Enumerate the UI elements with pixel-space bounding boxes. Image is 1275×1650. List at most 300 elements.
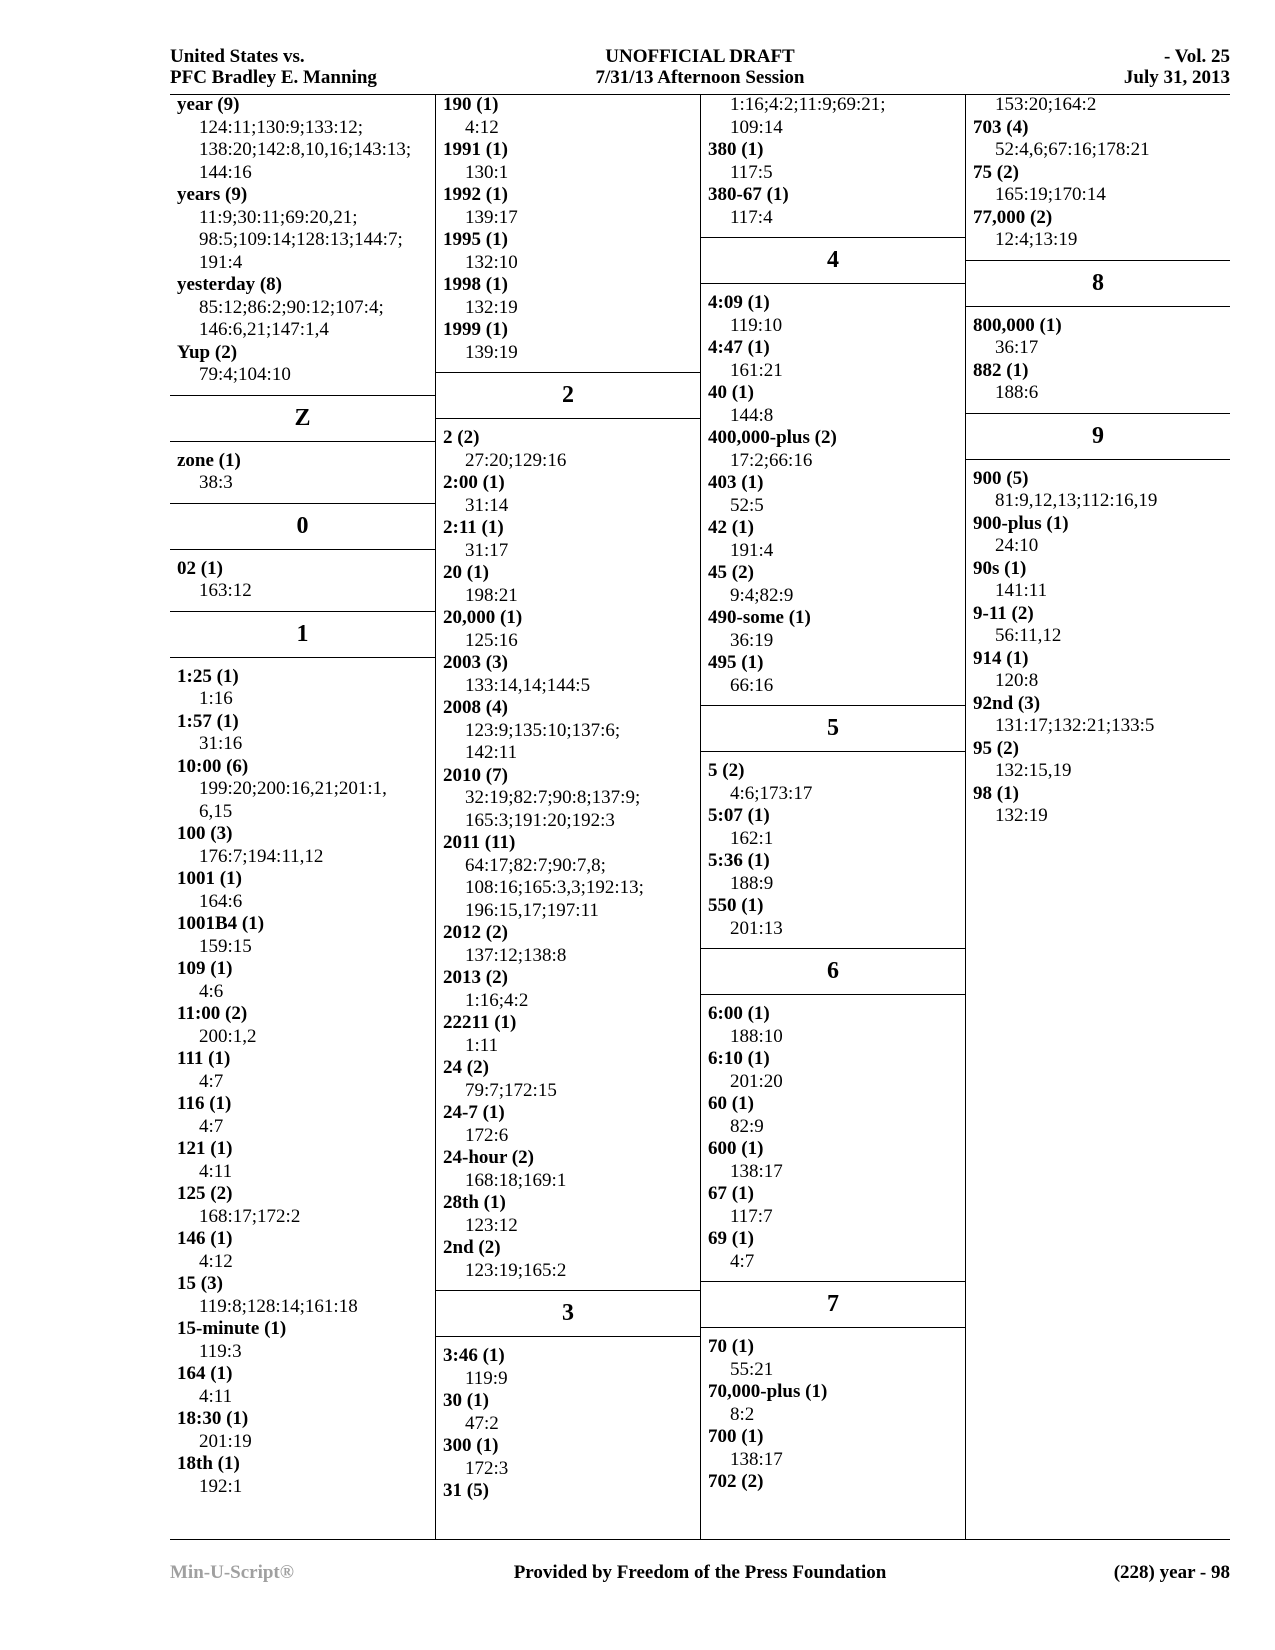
- index-term: 5 (2): [708, 760, 745, 781]
- index-entry: [443, 274, 700, 319]
- index-term: 95 (2): [973, 737, 1019, 759]
- index-entry: [443, 967, 700, 1012]
- index-entry: [443, 1147, 700, 1192]
- index-term: 800,000 (1): [973, 314, 1062, 336]
- index-entry: [443, 652, 700, 697]
- page-line-refs: 79:4;104:10: [199, 364, 291, 385]
- page-line-refs: 1:16;4:2;11:9;69:21;: [730, 94, 886, 115]
- section-heading: 6: [701, 948, 965, 995]
- page-line-refs: 79:7;172:15: [465, 1079, 557, 1101]
- page-line-refs: 196:15,17;197:11: [465, 899, 599, 921]
- index-term: 380-67 (1): [708, 184, 789, 205]
- page-line-refs: 4:7: [199, 1070, 224, 1092]
- index-term: 24-7 (1): [443, 1102, 505, 1123]
- index-term: 70 (1): [708, 1336, 754, 1357]
- index-entry: [443, 1345, 700, 1390]
- index-term: 125 (2): [177, 1183, 233, 1204]
- index-term: 1001 (1): [177, 868, 242, 889]
- index-entry: [708, 94, 965, 139]
- entry-list: [701, 1336, 965, 1494]
- index-term: 30 (1): [443, 1390, 489, 1411]
- index-term: 2:00 (1): [443, 472, 505, 493]
- page-line-refs: 1:11: [465, 1034, 499, 1056]
- page-line-refs: 159:15: [199, 935, 252, 957]
- index-entry: [973, 360, 1230, 405]
- page-line-refs: 137:12;138:8: [465, 944, 567, 966]
- index-term: 6:00 (1): [708, 1003, 770, 1024]
- index-entry: [708, 472, 965, 517]
- index-term: years (9): [177, 184, 248, 205]
- index-entry: [443, 922, 700, 967]
- index-term: 9-11 (2): [973, 602, 1034, 624]
- page-line-refs: 81:9,12,13;112:16,19: [995, 490, 1158, 511]
- index-term: 2003 (3): [443, 652, 508, 673]
- page-line-refs: 17:2;66:16: [730, 449, 813, 471]
- index-entry: [177, 1003, 435, 1048]
- index-term: 15 (3): [177, 1273, 223, 1294]
- volume-label: - Vol. 25: [1164, 46, 1230, 67]
- index-entry: [708, 1003, 965, 1048]
- page-line-refs: 119:3: [199, 1340, 242, 1362]
- page-line-refs: 36:17: [995, 337, 1039, 358]
- index-entry: [708, 1093, 965, 1138]
- page-line-refs: 119:10: [730, 314, 783, 336]
- entry-list: [701, 94, 965, 229]
- entry-list: [170, 94, 435, 387]
- index-term: 914 (1): [973, 647, 1029, 669]
- index-term: 22211 (1): [443, 1012, 517, 1033]
- page-line-refs: 165:19;170:14: [995, 184, 1106, 205]
- index-term: 1995 (1): [443, 229, 508, 250]
- index-entry: [708, 1471, 965, 1494]
- index-term: 2012 (2): [443, 922, 508, 943]
- page-line-refs: 52:5: [730, 494, 764, 516]
- provider-label: Provided by Freedom of the Press Foundation: [513, 1562, 887, 1583]
- page-line-refs: 117:5: [730, 161, 773, 183]
- date-label: July 31, 2013: [1123, 67, 1230, 88]
- index-term: 18th (1): [177, 1453, 240, 1474]
- index-entry: [443, 562, 700, 607]
- index-entry: [708, 1048, 965, 1093]
- index-section: [436, 1290, 700, 1503]
- section-heading: 1: [170, 611, 435, 658]
- index-term: 600 (1): [708, 1138, 764, 1159]
- index-term: 100 (3): [177, 823, 233, 844]
- index-entry: [177, 1183, 435, 1228]
- page-line-refs: 153:20;164:2: [995, 94, 1097, 115]
- index-term: 45 (2): [708, 562, 754, 583]
- index-term: 2010 (7): [443, 764, 508, 786]
- page-line-refs: 120:8: [995, 670, 1039, 691]
- index-term: yesterday (8): [177, 274, 282, 295]
- index-section: [436, 372, 700, 1282]
- index-term: 1:25 (1): [177, 665, 239, 687]
- page-line-refs: 12:4;13:19: [995, 229, 1078, 250]
- page-line-refs: 4:12: [465, 116, 499, 138]
- page-line-refs: 47:2: [465, 1412, 499, 1434]
- page-line-refs: 131:17;132:21;133:5: [995, 715, 1155, 736]
- index-term: 42 (1): [708, 517, 754, 538]
- index-term: 1991 (1): [443, 139, 508, 160]
- index-column-1: [170, 94, 435, 1539]
- index-entry: [177, 958, 435, 1003]
- entry-list: [436, 94, 700, 364]
- page-line-refs: 123:9;135:10;137:6;: [465, 719, 621, 741]
- page-range-label: (228) year - 98: [1113, 1562, 1230, 1583]
- index-term: 700 (1): [708, 1426, 764, 1447]
- defendant-name: PFC Bradley E. Manning: [170, 67, 377, 88]
- index-term: 98 (1): [973, 782, 1019, 804]
- index-entry: [708, 805, 965, 850]
- index-term: 4:47 (1): [708, 337, 770, 358]
- index-entry: [177, 1408, 435, 1453]
- page-line-refs: 1:16;4:2: [465, 989, 529, 1011]
- index-term: 40 (1): [708, 382, 754, 403]
- page-line-refs: 132:15,19: [995, 760, 1072, 781]
- page-line-refs: 4:7: [199, 1115, 224, 1137]
- page-line-refs: 109:14: [730, 116, 783, 138]
- page-line-refs: 188:6: [995, 382, 1039, 403]
- index-term: 20 (1): [443, 562, 489, 583]
- index-entry: [973, 738, 1230, 783]
- section-heading: 0: [170, 503, 435, 550]
- index-entry: [443, 1480, 700, 1503]
- section-heading: 3: [436, 1290, 700, 1337]
- page-line-refs: 4:6: [199, 980, 224, 1002]
- index-entry: [973, 603, 1230, 648]
- page-line-refs: 36:19: [730, 629, 774, 651]
- entry-list: [701, 292, 965, 697]
- index-entry: [708, 562, 965, 607]
- page-line-refs: 4:11: [199, 1385, 233, 1407]
- page-line-refs: 200:1,2: [199, 1025, 257, 1047]
- index-entry: [708, 382, 965, 427]
- page-line-refs: 201:19: [199, 1430, 252, 1452]
- index-term: 10:00 (6): [177, 755, 249, 777]
- page-line-refs: 38:3: [199, 472, 233, 493]
- index-term: 121 (1): [177, 1138, 233, 1159]
- page-line-refs: 24:10: [995, 535, 1039, 556]
- index-entry: [708, 1183, 965, 1228]
- index-entry: [177, 1093, 435, 1138]
- page-line-refs: 4:11: [199, 1160, 233, 1182]
- case-parties: United States vs.: [170, 46, 305, 67]
- index-term: 146 (1): [177, 1228, 233, 1249]
- index-column-2: [435, 94, 700, 1539]
- index-continuation: [170, 94, 435, 387]
- index-entry: [443, 832, 700, 922]
- index-term: 403 (1): [708, 472, 764, 493]
- index-term: 1:57 (1): [177, 710, 239, 732]
- page-line-refs: 138:20;142:8,10,16;143:13;: [199, 139, 412, 160]
- page-line-refs: 138:17: [730, 1448, 783, 1470]
- index-entry: [177, 1048, 435, 1093]
- page-line-refs: 198:21: [465, 584, 518, 606]
- index-columns: [170, 94, 1230, 1539]
- entry-list: [436, 1345, 700, 1503]
- index-term: 6:10 (1): [708, 1048, 770, 1069]
- index-section: [701, 237, 965, 697]
- page-line-refs: 11:9;30:11;69:20,21;: [199, 206, 358, 228]
- index-entry: [177, 913, 435, 958]
- page-line-refs: 191:4: [199, 251, 243, 273]
- index-entry: [443, 229, 700, 274]
- index-term: 882 (1): [973, 359, 1029, 381]
- index-entry: [708, 517, 965, 562]
- page-line-refs: 188:10: [730, 1025, 783, 1047]
- page-header: [170, 46, 1230, 92]
- index-term: year (9): [177, 94, 240, 115]
- index-term: 2 (2): [443, 427, 480, 448]
- index-entry: [443, 1237, 700, 1282]
- index-term: 109 (1): [177, 958, 233, 979]
- index-entry: [708, 337, 965, 382]
- index-term: 90s (1): [973, 557, 1027, 579]
- page-line-refs: 117:7: [730, 1205, 773, 1227]
- section-heading: 5: [701, 705, 965, 752]
- index-term: 75 (2): [973, 161, 1019, 183]
- page-line-refs: 123:19;165:2: [465, 1259, 567, 1281]
- page-line-refs: 146:6,21;147:1,4: [199, 319, 329, 340]
- index-entry: [708, 1138, 965, 1183]
- index-term: 24 (2): [443, 1057, 489, 1078]
- index-term: 5:07 (1): [708, 805, 770, 826]
- index-term: 490-some (1): [708, 607, 811, 628]
- index-term: 92nd (3): [973, 692, 1041, 714]
- index-term: 1992 (1): [443, 184, 508, 205]
- index-section: [170, 503, 435, 603]
- index-entry: [708, 427, 965, 472]
- index-term: 2011 (11): [443, 832, 516, 853]
- entry-list: [170, 558, 435, 603]
- page-line-refs: 119:8;128:14;161:18: [199, 1295, 358, 1317]
- section-heading: 9: [966, 413, 1230, 460]
- page-line-refs: 142:11: [465, 742, 518, 763]
- index-entry: [443, 1192, 700, 1237]
- page-line-refs: 124:11;130:9;133:12;: [199, 116, 363, 138]
- page-line-refs: 108:16;165:3,3;192:13;: [465, 877, 644, 898]
- page-line-refs: 132:19: [465, 296, 518, 318]
- page-line-refs: 161:21: [730, 359, 783, 381]
- index-term: 164 (1): [177, 1363, 233, 1384]
- entry-list: [966, 94, 1230, 252]
- entry-list: [966, 468, 1230, 828]
- index-entry: [177, 868, 435, 913]
- page-line-refs: 123:12: [465, 1214, 518, 1236]
- index-term: 20,000 (1): [443, 607, 523, 628]
- session-title: [170, 46, 1230, 88]
- page-line-refs: 141:11: [995, 580, 1048, 601]
- page-line-refs: 1:16: [199, 688, 233, 709]
- index-entry: [443, 184, 700, 229]
- index-entry: [177, 94, 435, 184]
- volume-info: [1124, 46, 1230, 88]
- index-entry: [177, 1228, 435, 1273]
- index-entry: [708, 1381, 965, 1426]
- index-entry: [708, 895, 965, 940]
- index-term: 111 (1): [177, 1048, 231, 1069]
- entry-list: [966, 315, 1230, 405]
- page-line-refs: 8:2: [730, 1403, 755, 1425]
- index-term: 1001B4 (1): [177, 913, 265, 934]
- index-entry: [443, 1012, 700, 1057]
- index-term: 02 (1): [177, 557, 223, 579]
- section-heading: 2: [436, 372, 700, 419]
- index-entry: [973, 94, 1230, 117]
- index-section: [701, 705, 965, 940]
- section-heading: Z: [170, 395, 435, 442]
- index-term: 5:36 (1): [708, 850, 770, 871]
- section-heading: 7: [701, 1281, 965, 1328]
- index-term: 703 (4): [973, 116, 1029, 138]
- index-entry: [177, 184, 435, 274]
- page-line-refs: 144:8: [730, 404, 774, 426]
- page-line-refs: 188:9: [730, 872, 774, 894]
- index-term: 550 (1): [708, 895, 764, 916]
- index-entry: [973, 162, 1230, 207]
- page-line-refs: 6,15: [199, 800, 233, 822]
- index-entry: [708, 184, 965, 229]
- index-entry: [443, 139, 700, 184]
- index-entry: [443, 427, 700, 472]
- index-entry: [177, 274, 435, 342]
- page-line-refs: 56:11,12: [995, 625, 1062, 646]
- index-term: 116 (1): [177, 1093, 232, 1114]
- index-entry: [708, 292, 965, 337]
- index-term: 2008 (4): [443, 697, 508, 718]
- page-line-refs: 201:13: [730, 917, 783, 939]
- index-term: 2013 (2): [443, 967, 508, 988]
- index-entry: [973, 207, 1230, 252]
- page-line-refs: 4:12: [199, 1250, 233, 1272]
- index-entry: [708, 1228, 965, 1273]
- page-line-refs: 133:14,14;144:5: [465, 674, 591, 696]
- index-entry: [973, 468, 1230, 513]
- index-term: 60 (1): [708, 1093, 754, 1114]
- index-entry: [177, 1138, 435, 1183]
- index-term: 400,000-plus (2): [708, 427, 837, 448]
- page-line-refs: 172:6: [465, 1124, 509, 1146]
- page-line-refs: 31:17: [465, 539, 509, 561]
- index-entry: [443, 1390, 700, 1435]
- index-entry: [443, 94, 700, 139]
- index-term: 24-hour (2): [443, 1147, 534, 1168]
- index-entry: [443, 517, 700, 562]
- index-entry: [708, 607, 965, 652]
- index-term: 2nd (2): [443, 1237, 501, 1258]
- page-line-refs: 138:17: [730, 1160, 783, 1182]
- index-entry: [708, 1336, 965, 1381]
- page-line-refs: 139:19: [465, 341, 518, 363]
- index-term: 15-minute (1): [177, 1318, 287, 1339]
- index-entry: [708, 139, 965, 184]
- index-term: 67 (1): [708, 1183, 754, 1204]
- index-term: 11:00 (2): [177, 1003, 248, 1024]
- entry-list: [701, 760, 965, 940]
- page-line-refs: 31:16: [199, 733, 243, 754]
- page-line-refs: 168:17;172:2: [199, 1205, 301, 1227]
- index-continuation: [701, 94, 965, 229]
- index-entry: [973, 648, 1230, 693]
- page-line-refs: 119:9: [465, 1367, 508, 1389]
- index-term: 495 (1): [708, 652, 764, 673]
- entry-list: [170, 450, 435, 495]
- index-term: 380 (1): [708, 139, 764, 160]
- page-line-refs: 52:4,6;67:16;178:21: [995, 139, 1150, 160]
- index-term: 3:46 (1): [443, 1345, 505, 1366]
- index-entry: [177, 711, 435, 756]
- page-line-refs: 27:20;129:16: [465, 449, 567, 471]
- page-line-refs: 98:5;109:14;128:13;144:7;: [199, 229, 403, 250]
- index-continuation: [966, 94, 1230, 252]
- index-term: 77,000 (2): [973, 206, 1053, 228]
- index-term: 190 (1): [443, 94, 499, 115]
- index-entry: [973, 513, 1230, 558]
- index-entry: [177, 342, 435, 387]
- index-entry: [973, 117, 1230, 162]
- index-term: Yup (2): [177, 341, 238, 363]
- index-term: 2:11 (1): [443, 517, 504, 538]
- index-section: [966, 260, 1230, 405]
- index-term: 69 (1): [708, 1228, 754, 1249]
- brand-label: Min-U-Script®: [170, 1562, 294, 1583]
- index-term: 70,000-plus (1): [708, 1381, 828, 1402]
- index-entry: [708, 850, 965, 895]
- index-entry: [708, 760, 965, 805]
- page-line-refs: 117:4: [730, 206, 773, 228]
- index-entry: [973, 693, 1230, 738]
- page-line-refs: 144:16: [199, 161, 252, 183]
- index-section: [966, 413, 1230, 828]
- index-entry: [973, 315, 1230, 360]
- index-entry: [177, 1453, 435, 1498]
- index-entry: [708, 652, 965, 697]
- footer-rule: [170, 1539, 1230, 1540]
- page-line-refs: 32:19;82:7;90:8;137:9;: [465, 787, 641, 808]
- page-line-refs: 31:14: [465, 494, 509, 516]
- page-line-refs: 168:18;169:1: [465, 1169, 567, 1191]
- entry-list: [701, 1003, 965, 1273]
- page-line-refs: 85:12;86:2;90:12;107:4;: [199, 296, 384, 318]
- entry-list: [436, 427, 700, 1282]
- page-line-refs: 4:6;173:17: [730, 782, 813, 804]
- index-section: [701, 1281, 965, 1494]
- draft-label: UNOFFICIAL DRAFT: [605, 46, 795, 67]
- index-entry: [443, 765, 700, 833]
- index-section: [170, 395, 435, 495]
- page-line-refs: 82:9: [730, 1115, 764, 1137]
- index-entry: [177, 823, 435, 868]
- index-entry: [443, 472, 700, 517]
- page-footer: [170, 1562, 1230, 1588]
- page-line-refs: 172:3: [465, 1457, 509, 1479]
- index-term: 18:30 (1): [177, 1408, 249, 1429]
- index-term: 31 (5): [443, 1480, 489, 1501]
- page-line-refs: 176:7;194:11,12: [199, 845, 324, 867]
- section-heading: 8: [966, 260, 1230, 307]
- page-line-refs: 66:16: [730, 674, 774, 696]
- index-entry: [177, 558, 435, 603]
- index-column-3: [700, 94, 965, 1539]
- index-entry: [177, 756, 435, 824]
- index-term: 900-plus (1): [973, 512, 1069, 534]
- index-entry: [443, 1435, 700, 1480]
- index-continuation: [436, 94, 700, 364]
- index-entry: [708, 1426, 965, 1471]
- page-line-refs: 9:4;82:9: [730, 584, 794, 606]
- index-term: 702 (2): [708, 1471, 764, 1492]
- session-label: 7/31/13 Afternoon Session: [595, 67, 805, 88]
